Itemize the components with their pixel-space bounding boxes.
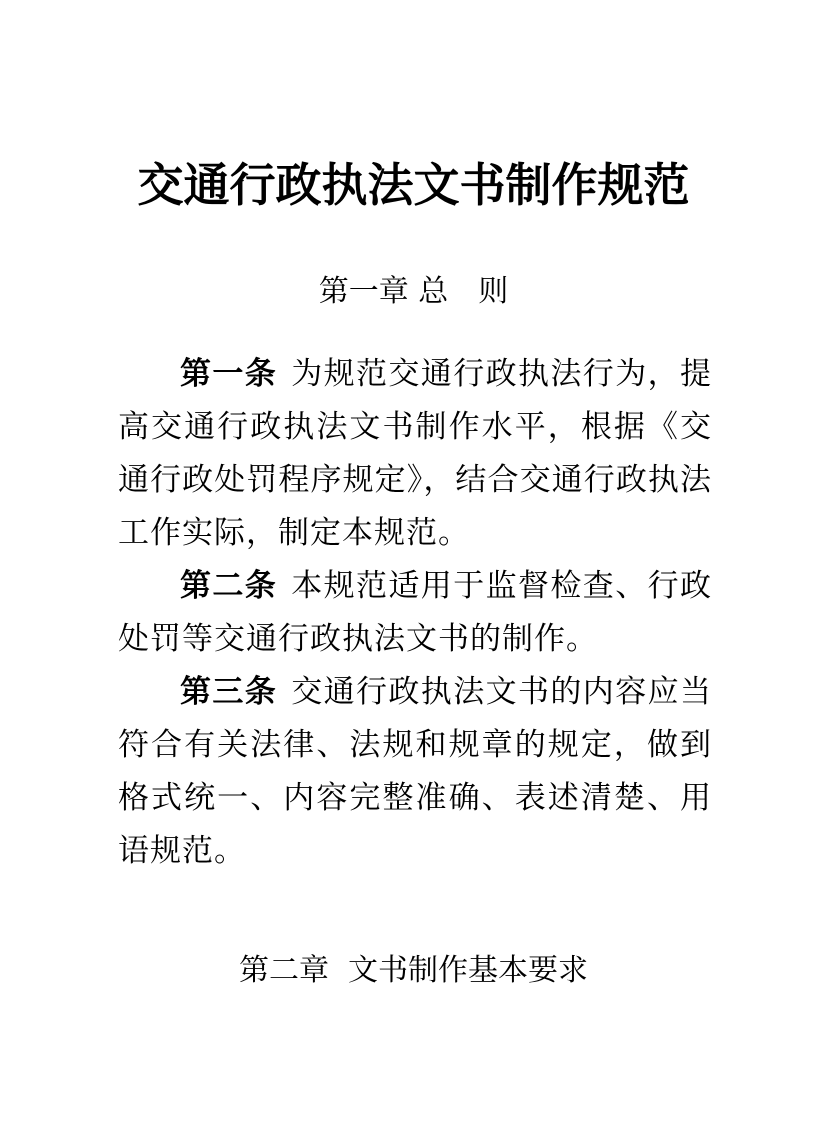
article-number: 第一条	[180, 356, 278, 392]
article-1	[118, 348, 712, 560]
article-text: 为规范交通行政执法行为，提高交通行政执法文书制作水平，根据《交通行政处罚程序规定》，结合交通行政执法工作实际，制定本规范。	[118, 356, 713, 551]
article-text: 本规范适用于监督检查、行政处罚等交通行政执法文书的制作。	[118, 568, 713, 657]
article-number: 第二条	[180, 568, 278, 604]
article-2	[118, 560, 712, 666]
chapter-heading-2: 第二章 文书制作基本要求	[238, 953, 589, 988]
article-3	[118, 666, 712, 878]
article-text: 交通行政执法文书的内容应当符合有关法律、法规和规章的规定，做到格式统一、内容完整准确、表述清楚、用语规范。	[118, 674, 713, 869]
article-number: 第三条	[180, 674, 278, 710]
chapter-heading-1: 第一章 总 则	[318, 274, 509, 309]
document-title: 交通行政执法文书制作规范	[137, 158, 690, 212]
